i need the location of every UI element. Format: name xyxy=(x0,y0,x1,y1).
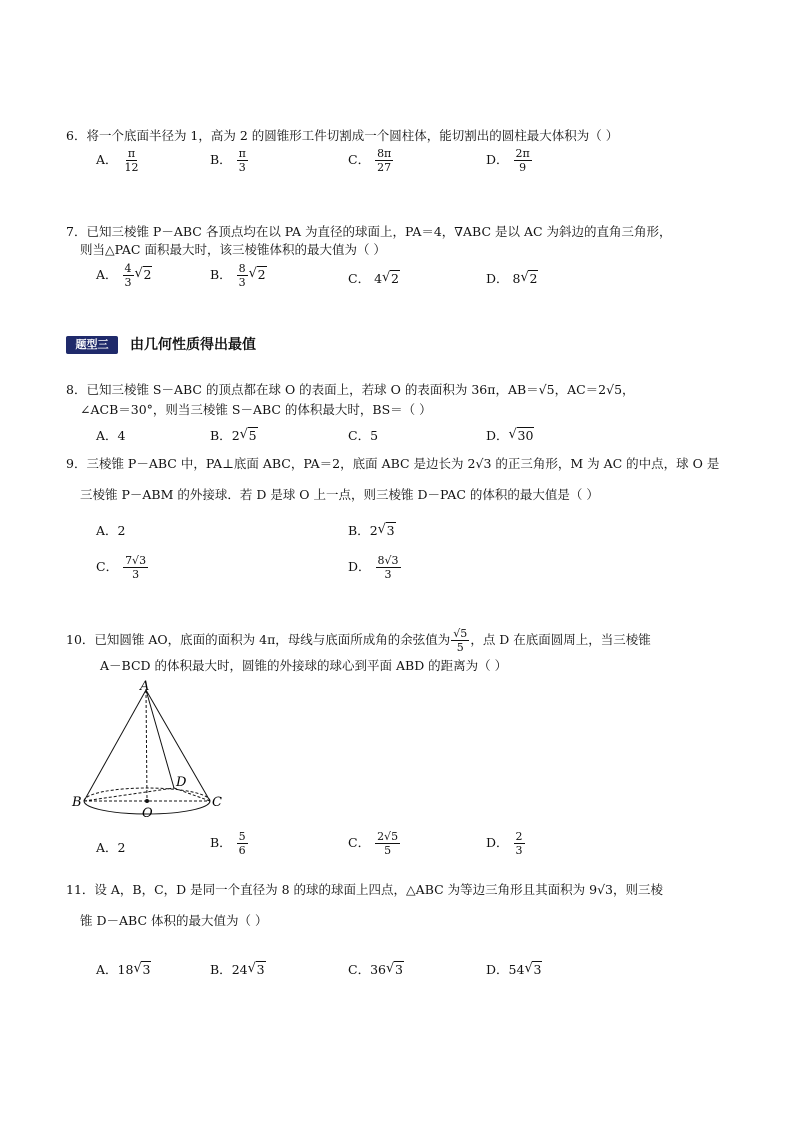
q11-option-a xyxy=(96,960,151,978)
q10-option-b xyxy=(210,830,249,857)
q10-option-d-fraction: $\frac{2}{3}$ xyxy=(515,830,523,857)
q10-cone-figure xyxy=(70,678,230,823)
q9-option-a-label: A． xyxy=(96,523,118,538)
q7-option-c-sqrt: √ 2 xyxy=(383,271,400,286)
q10-option-a xyxy=(96,838,125,856)
segment-bd xyxy=(84,788,174,801)
axis-ao xyxy=(146,690,147,801)
q10-option-c-fraction: $\frac{2√5}{5}$ xyxy=(377,830,399,857)
q6-option-c-fraction: $\frac{8\pi}{27}$ xyxy=(377,147,392,174)
q9-option-c-fraction: $\frac{7√3}{3}$ xyxy=(125,554,147,581)
q7-option-a-fraction: $\frac{4}{3}$ xyxy=(124,262,132,289)
q8-option-a-value: 4 xyxy=(117,428,126,443)
q8-option-d-label: D． xyxy=(486,428,509,443)
q9-option-c-label: C． xyxy=(96,559,119,574)
q11-stem-line1: 11．设 A，B，C，D 是同一个直径为 8 的球的球面上四点，△ABC 为等边三角形且其面积为 9√3，则三棱 xyxy=(66,882,663,897)
q10-stem-line2: A－BCD 的体积最大时，圆锥的外接球的球心到平面 ABD 的距离为（ ） xyxy=(100,658,508,673)
q6-option-b xyxy=(210,147,249,174)
q6-option-a xyxy=(96,147,142,174)
q8-option-a xyxy=(96,426,125,444)
section-badge: 题型三 xyxy=(66,336,118,354)
q8-stem-line2: ∠ACB＝30°，则当三棱锥 S－ABC 的体积最大时，BS＝（ ） xyxy=(80,402,432,417)
q8-option-a-label: A． xyxy=(96,428,118,443)
q7-option-b xyxy=(210,262,267,289)
q6-option-b-fraction: $\frac{\pi}{3}$ xyxy=(238,147,246,174)
label-c: C xyxy=(212,795,222,810)
q11-option-a-label: A． xyxy=(96,962,118,977)
q7-option-b-label: B． xyxy=(210,267,232,282)
cone-left-generatrix xyxy=(84,690,146,801)
q11-option-d-label: D． xyxy=(486,962,509,977)
q11-option-c-coef: 36 xyxy=(370,962,386,977)
q7-option-c xyxy=(348,269,400,287)
q11-stem-line2: 锥 D－ABC 体积的最大值为（ ） xyxy=(80,913,268,928)
label-a: A xyxy=(140,679,150,694)
q6-option-a-label: A． xyxy=(96,152,118,167)
q6-option-d-fraction: $\frac{2\pi}{9}$ xyxy=(515,147,530,174)
q10-option-b-label: B． xyxy=(210,835,232,850)
q6-option-c-label: C． xyxy=(348,152,371,167)
q8-option-b-coef: 2 xyxy=(231,428,240,443)
q9-option-b xyxy=(348,521,396,539)
q11-option-b-sqrt: √ 3 xyxy=(249,962,266,977)
q11-option-a-sqrt: √ 3 xyxy=(134,962,151,977)
q7-stem-line1: 7．已知三棱锥 P－ABC 各顶点均在以 PA 为直径的球面上，PA＝4，∇ABC 是以 AC 为斜边的直角三角形， xyxy=(66,224,672,239)
q8-stem-line1: 8．已知三棱锥 S－ABC 的顶点都在球 O 的表面上，若球 O 的表面积为 36π，AB＝√5，AC＝2√5， xyxy=(66,382,635,397)
q7-option-c-label: C． xyxy=(348,271,371,286)
q11-option-c xyxy=(348,960,404,978)
q9-stem-line1: 9．三棱锥 P－ABC 中，PA⊥底面 ABC，PA＝2，底面 ABC 是边长为 2√3 的正三角形，M 为 AC 的中点，球 O 是 xyxy=(66,456,720,471)
q11-option-d-sqrt: √ 3 xyxy=(525,962,542,977)
q6-option-d-label: D． xyxy=(486,152,509,167)
q10-stem-part2: ，点 D 在底面圆周上，当三棱锥 xyxy=(470,632,651,647)
q7-stem-line2: 则当△PAC 面积最大时，该三棱锥体积的最大值为（ ） xyxy=(80,242,386,257)
q7-option-a-sqrt: √ 2 xyxy=(136,267,153,282)
q11-option-b-label: B． xyxy=(210,962,232,977)
q8-option-c-value: 5 xyxy=(370,428,379,443)
q10-option-c-label: C． xyxy=(348,835,371,850)
label-b: B xyxy=(72,795,82,810)
q7-option-b-fraction: $\frac{8}{3}$ xyxy=(238,262,246,289)
q8-option-b-sqrt: √ 5 xyxy=(241,428,258,443)
q9-option-a-value: 2 xyxy=(117,523,126,538)
q10-stem-line1 xyxy=(66,626,651,654)
q7-option-d-coef: 8 xyxy=(512,271,521,286)
q9-option-d xyxy=(348,554,402,581)
q8-option-d-sqrt: √ 30 xyxy=(510,428,535,443)
q9-stem-line2: 三棱锥 P－ABM 的外接球．若 D 是球 O 上一点，则三棱锥 D－PAC 的体积的最大值是（ ） xyxy=(80,487,599,502)
q7-option-c-coef: 4 xyxy=(374,271,383,286)
q10-option-c xyxy=(348,830,401,857)
q8-option-b xyxy=(210,426,258,444)
segment-ad xyxy=(146,690,174,788)
q6-option-a-fraction: $\frac{\pi}{12}$ xyxy=(124,147,139,174)
q9-option-b-sqrt: √ 3 xyxy=(379,523,396,538)
q10-option-a-label: A． xyxy=(96,840,118,855)
q6-option-c xyxy=(348,147,394,174)
q9-option-b-label: B． xyxy=(348,523,370,538)
q9-option-c xyxy=(96,554,149,581)
q11-option-d xyxy=(486,960,542,978)
q9-option-b-coef: 2 xyxy=(369,523,378,538)
q10-stem-part1: 10．已知圆锥 AO，底面的面积为 4π，母线与底面所成角的余弦值为 xyxy=(66,632,451,647)
q10-cosine-fraction: $\frac{√5}{5}$ xyxy=(453,627,468,654)
q7-option-a xyxy=(96,262,152,289)
q7-option-a-label: A． xyxy=(96,267,118,282)
q10-option-d xyxy=(486,830,526,857)
center-point-o xyxy=(145,799,149,803)
q7-option-d-label: D． xyxy=(486,271,509,286)
q11-option-c-label: C． xyxy=(348,962,371,977)
q10-option-b-fraction: $\frac{5}{6}$ xyxy=(238,830,246,857)
q8-option-c xyxy=(348,426,378,444)
q8-option-b-label: B． xyxy=(210,428,232,443)
section-title: 由几何性质得出最值 xyxy=(130,337,256,353)
q6-stem: 6．将一个底面半径为 1，高为 2 的圆锥形工件切割成一个圆柱体，能切割出的圆柱最大体积为（ ） xyxy=(66,128,619,143)
q11-option-b-coef: 24 xyxy=(231,962,248,977)
q11-option-c-sqrt: √ 3 xyxy=(387,962,404,977)
q8-option-c-label: C． xyxy=(348,428,371,443)
q7-option-b-sqrt: √ 2 xyxy=(250,267,267,282)
q11-option-b xyxy=(210,960,266,978)
q9-option-d-label: D． xyxy=(348,559,371,574)
q7-option-d-sqrt: √ 2 xyxy=(521,271,538,286)
q11-option-d-coef: 54 xyxy=(508,962,525,977)
q9-option-d-fraction: $\frac{8√3}{3}$ xyxy=(377,554,399,581)
q9-option-a xyxy=(96,521,125,539)
q11-option-a-coef: 18 xyxy=(117,962,134,977)
q8-option-d xyxy=(486,426,534,444)
label-d: D xyxy=(176,775,187,790)
q10-option-a-value: 2 xyxy=(117,840,126,855)
q7-option-d xyxy=(486,269,538,287)
q6-option-d xyxy=(486,147,533,174)
q6-option-b-label: B． xyxy=(210,152,232,167)
q10-option-d-label: D． xyxy=(486,835,509,850)
label-o: O xyxy=(142,806,153,821)
